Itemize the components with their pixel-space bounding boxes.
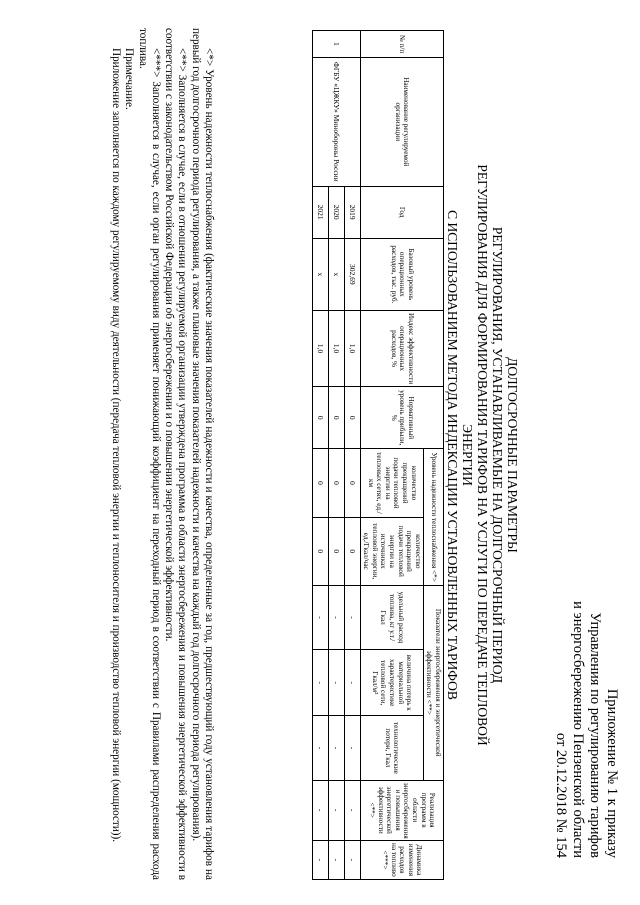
cell-base: x [328,238,344,310]
parameters-table [312,30,444,880]
header-losses: величина потерь к материальной характеристике тепловой сети, Гкал/м² [360,650,423,716]
appendix-line-1: Приложение № 1 к приказу [604,688,620,858]
cell-tech-losses: - [312,716,328,780]
cell-base: x [312,238,328,310]
header-tech-losses: технологические потери, Гкал [360,716,423,780]
header-year: Год [360,186,443,238]
appendix-line-4: от 20.12.2018 № 154 [553,732,569,858]
cell-base: 302,69 [344,238,360,310]
header-index: Индекс эффективности операционных расходов, % [360,310,443,386]
cell-outages: 0 [312,449,328,517]
cell-tech-losses: - [328,716,344,780]
note-heading: Примечание. [123,48,136,110]
cell-tech-losses: - [344,716,360,780]
cell-row-num: 1 [312,31,360,58]
header-fuel-rate: удельный расход топлива, кг у.т./Гкал [360,585,423,649]
title-line-2: РЕГУЛИРОВАНИЯ, УСТАНАВЛИВАЕМЫЕ НА ДОЛГОСРОЧНЫЙ ПЕРИОД [490,226,505,684]
header-row-1 [423,31,443,880]
cell-program: - [312,780,328,840]
cell-year: 2019 [344,186,360,238]
cell-losses: - [312,650,328,716]
cell-program: - [344,780,360,840]
cell-dynamics: - [312,840,328,879]
header-program: Реализация программ в области энергосбережения и повышения энергетической эффективности <**> [360,780,443,840]
header-org: Наименование регулируемой организации [360,58,443,186]
cell-year: 2020 [328,186,344,238]
title-line-3: РЕГУЛИРОВАНИЯ ДЛЯ ФОРМИРОВАНИЯ ТАРИФОВ НА УСЛУГИ ПО ПЕРЕДАЧЕ ТЕПЛОВОЙ ЭНЕРГИИ [460,164,490,746]
header-num: № п/п [360,31,443,58]
footnote-reliability: <*> Уровень надежности теплоснабжения (фактические значения показателей надежности и качества, определенные за год, предшествующий году установления тарифов на первый год долгосрочного периода регулирования, а также плановые значения показателей надежности и качества на каждый год долгосрочного периода регулирования). [189,28,215,880]
cell-fuel-rate: - [344,585,360,649]
header-energy-group: Показатели энергосбережения и энергетической эффективности <**> [423,585,443,780]
header-base: Базовый уровень операционных расходов, тыс. руб. [360,238,443,310]
cell-fuel-rate: - [328,585,344,649]
header-dynamics: Динамика изменения расходов на топливо <***> [360,840,443,879]
appendix-block [552,558,620,858]
cell-index: 1,0 [312,310,328,386]
cell-outages-src: 0 [328,517,344,585]
cell-index: 1,0 [328,310,344,386]
header-outages: количество прекращений подачи тепловой энергии на тепловых сетях, ед./км [360,449,423,517]
cell-program: - [328,780,344,840]
document-title [445,150,520,760]
cell-fuel-rate: - [312,585,328,649]
table-row [344,31,360,880]
footnotes [109,28,215,880]
title-line-4: С ИСПОЛЬЗОВАНИЕМ МЕТОДА ИНДЕКСАЦИИ УСТАНОВЛЕННЫХ ТАРИФОВ [445,210,460,700]
cell-year: 2021 [312,186,328,238]
cell-dynamics: - [344,840,360,879]
cell-profit: 0 [328,387,344,449]
appendix-line-3: и энергосбережению Пензенской области [570,601,586,858]
note-text: Приложение заполняется по каждому регулируемому виду деятельности (передача тепловой энергии и теплоносителя и производство тепловой энергии (мощности)). [109,48,122,843]
cell-dynamics: - [328,840,344,879]
appendix-line-2: Управления по регулированию тарифов [587,612,603,858]
header-profit: Нормативный уровень прибыли, % [360,387,443,449]
footnote-fuel-dynamics: <***> Заполняется в случае, если орган регулирования применяет понижающий коэффициент на переходный период в соответствии с Правилами распределения расхода топлива. [136,28,162,880]
cell-index: 1,0 [344,310,360,386]
cell-org-name: ФГБУ «ЦЖКУ» Минобороны России [312,58,360,186]
header-reliability-group: Уровень надежности теплоснабжения <*> [423,449,443,585]
cell-outages-src: 0 [312,517,328,585]
footnote-energy-program: <**> Заполняется в случае, если в отношении регулируемой организации утверждена программа в области энергосбережения и повышения энергетической эффективности в соответствии с законодательством Российской Федерации об энергосбережении и о повышении энергетической эффективности. [163,28,189,880]
title-line-1: ДОЛГОСРОЧНЫЕ ПАРАМЕТРЫ [505,357,520,553]
header-outages-src: количество прекращений подачи тепловой энергии на источниках тепловой энергии, ед./Гкал/час [360,517,423,585]
cell-outages: 0 [344,449,360,517]
cell-profit: 0 [344,387,360,449]
cell-losses: - [344,650,360,716]
cell-losses: - [328,650,344,716]
cell-profit: 0 [312,387,328,449]
cell-outages: 0 [328,449,344,517]
cell-outages-src: 0 [344,517,360,585]
